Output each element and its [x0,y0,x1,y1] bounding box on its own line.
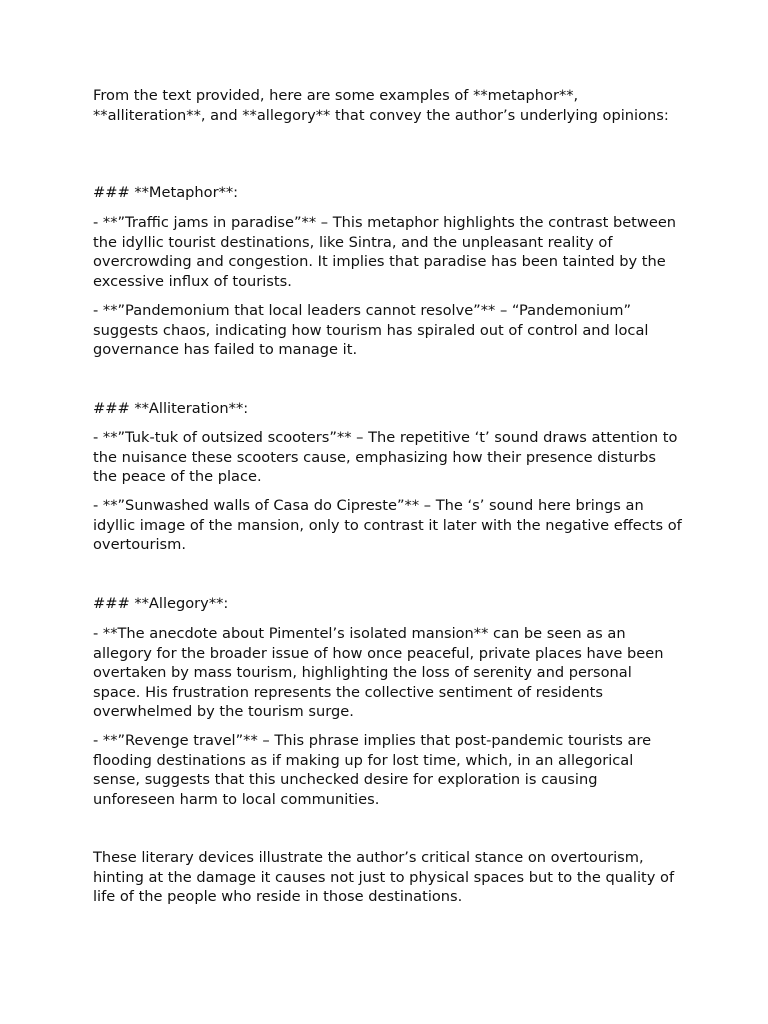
intro-paragraph: From the text provided, here are some examples of **metaphor**, **alliteration**, and **allegory** that convey the author’s underlying opinions: [93,87,669,124]
metaphor-item-1: - **”Traffic jams in paradise”** – This metaphor highlights the contrast between the idyllic tourist destinations, like Sintra, and the unpleasant reality of overcrowding and congestion. It implies that paradise has been tainted by the excessive influx of tourists. [93,214,677,290]
allegory-item-1: - **The anecdote about Pimentel’s isolated mansion** can be seen as an allegory for the broader issue of how once peaceful, private places have been overtaken by mass tourism, highlighting the loss of serenity and personal space. His frustration represents the collective sentiment of residents overwhelmed by the tourism surge. [93,625,664,720]
alliteration-item-1: - **”Tuk-tuk of outsized scooters”** – The repetitive ‘t’ sound draws attention to the nuisance these scooters cause, emphasizing how their presence disturbs the peace of the place. [93,429,678,485]
conclusion-paragraph: These literary devices illustrate the author’s critical stance on overtourism, hinting at the damage it causes not just to physical spaces but to the quality of life of the people who reside in those destinations. [93,849,675,905]
allegory-item-2: - **”Revenge travel”** – This phrase implies that post-pandemic tourists are flooding destinations as if making up for lost time, which, in an allegorical sense, suggests that this unchecked desire for exploration is causing unforeseen harm to local communities. [93,732,652,808]
alliteration-heading: ### **Alliteration**: [93,400,249,417]
alliteration-item-2: - **”Sunwashed walls of Casa do Cipreste”** – The ‘s’ sound here brings an idyllic image of the mansion, only to contrast it later with the negative effects of overtourism. [93,497,682,553]
metaphor-heading: ### **Metaphor**: [93,184,239,201]
metaphor-item-2: - **”Pandemonium that local leaders cannot resolve”** – “Pandemonium” suggests chaos, indicating how tourism has spiraled out of control and local governance has failed to manage it. [93,302,649,358]
allegory-heading: ### **Allegory**: [93,595,229,612]
